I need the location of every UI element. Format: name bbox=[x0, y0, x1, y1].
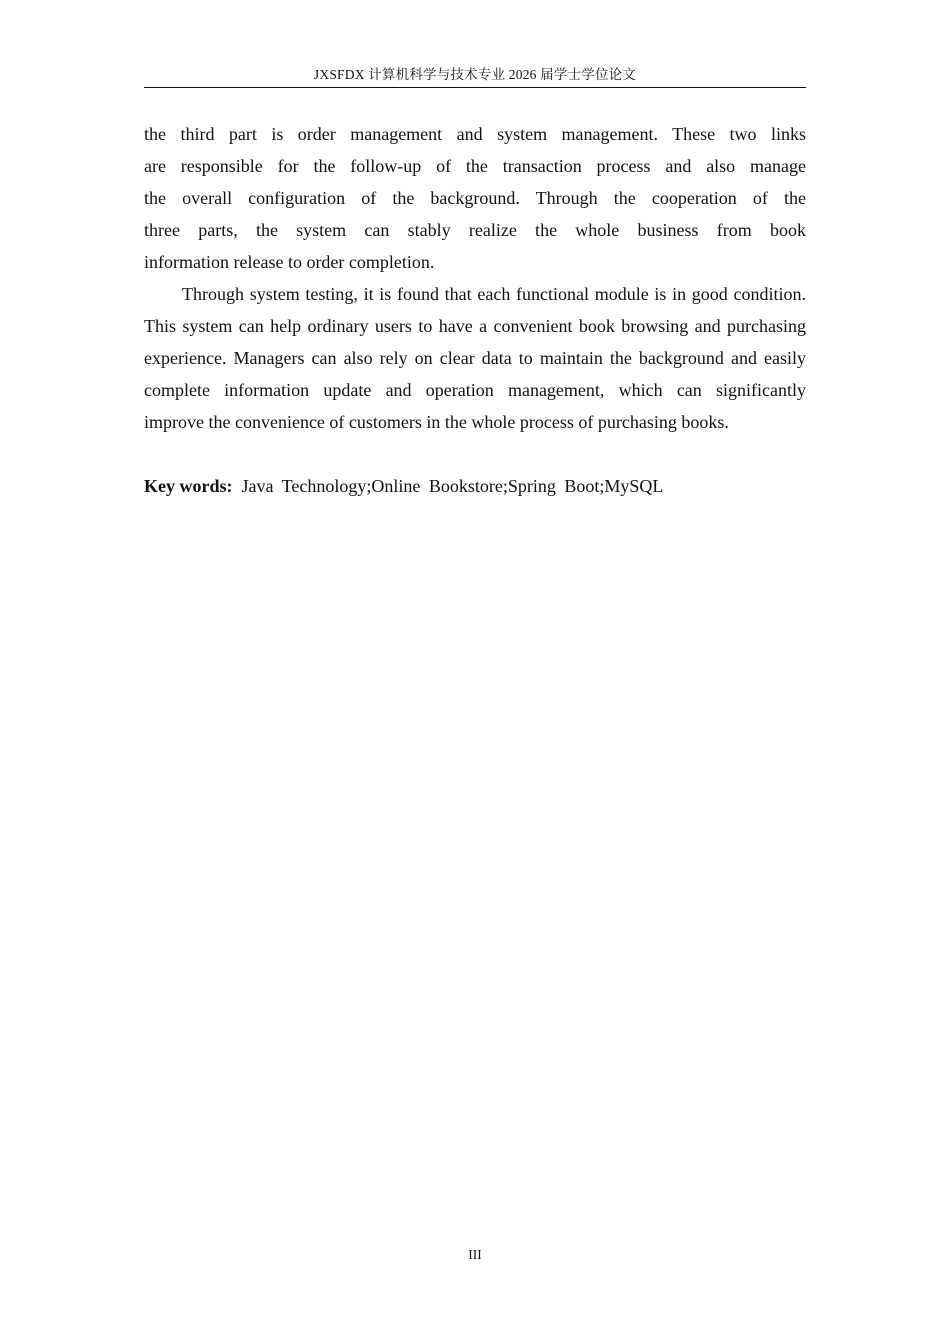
text-line: the overall configuration of the background. Through the cooperation of the bbox=[144, 188, 806, 208]
text-line: This system can help ordinary users to have a convenient book browsing and purchasing bbox=[144, 316, 806, 336]
header-rule bbox=[144, 87, 806, 88]
text-line: improve the convenience of customers in the whole process of purchasing books. bbox=[144, 412, 729, 432]
text-line: three parts, the system can stably realize the whole business from book bbox=[144, 220, 806, 240]
running-header: JXSFDX 计算机科学与技术专业 2026 届学士学位论文 bbox=[313, 67, 637, 82]
abstract-body bbox=[144, 118, 806, 502]
keywords-label: Key words: bbox=[144, 476, 233, 496]
paragraph-1 bbox=[144, 118, 806, 278]
page-number: III bbox=[468, 1247, 482, 1262]
text-line: information release to order completion. bbox=[144, 252, 435, 272]
text-line: Through system testing, it is found that each functional module is in good condition. bbox=[182, 284, 806, 304]
text-line: the third part is order management and system management. These two links bbox=[144, 124, 806, 144]
keywords-value: Java Technology;Online Bookstore;Spring Boot;MySQL bbox=[241, 476, 664, 496]
text-line: experience. Managers can also rely on clear data to maintain the background and easily bbox=[144, 348, 806, 368]
text-line: are responsible for the follow-up of the transaction process and also manage bbox=[144, 156, 806, 176]
text-line: complete information update and operation management, which can significantly bbox=[144, 380, 806, 400]
keywords-line bbox=[144, 470, 806, 502]
paragraph-2 bbox=[144, 278, 806, 438]
